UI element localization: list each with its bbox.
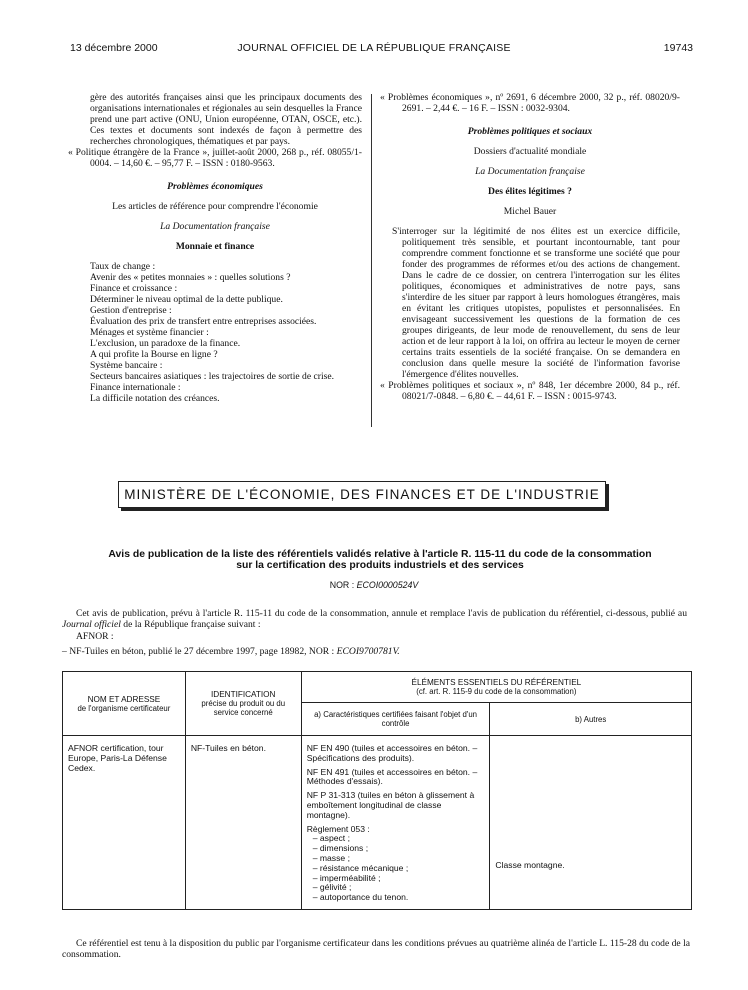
ministry-name: MINISTÈRE DE L'ÉCONOMIE, DES FINANCES ET DE L'INDUSTRIE [124,487,600,502]
avis-intro [62,608,687,630]
avis-title [60,549,700,571]
contents-item: Ménages et système financier : [90,327,209,338]
reglement [307,825,485,903]
contents-item: Avenir des « petites monnaies » : quelles solutions ? [90,272,291,283]
reglement-item: – résistance mécanique ; [312,862,409,873]
contents-item: La difficile notation des créances. [90,393,220,404]
contents-item: Finance et croissance : [90,283,178,294]
contents-list [68,261,362,404]
cell-characteristics [301,736,490,910]
section-title: Problèmes politiques et sociaux [467,126,593,137]
ministry-heading [118,481,606,508]
header-label: NOM ET ADRESSE [87,694,161,704]
body-paragraph: S'interroger sur la légitimité de nos élites est un exercice difficile, politiquement très sensible, et pourtant incontournable, tant pour comprendre comment fonctionne et se transforme une société que pour fonder des programmes de réformes et/ou des actions de changement. Dans le cadre de ce dossier, on centrera l'interrogation sur les élites politiques, économiques et administratives de notre pays, sans s'interdire de les situer par rapport à leurs homologues étrangères, mais en évitant les critiques utopistes, populistes et personnalisées. En envisageant successivement les questions de la formation de ces groupes dirigeants, de leur mode de renouvellement, du sens de leur action et de leur rapport à la loi, on offrira au lecteur le moyen de cerner certains traits essentiels de la société française. On se demandera en conclusion dans quelle mesure la société de l'information favorise l'émergence d'élites nouvelles. [392,226,680,380]
closing-paragraph: Ce référentiel est tenu à la disposition du public par l'organisme certificateur dans les conditions prévues au quatrième alinéa de l'article L. 115-28 du code de la consommation. [62,938,690,960]
section-subtitle: Les articles de référence pour comprendre l'économie [112,201,318,212]
publisher: La Documentation française [475,166,585,177]
header-sublabel: (cf. art. R. 115-9 du code de la consommation) [416,687,577,696]
norm-entry: NF P 31-313 (tuiles en béton à glissement à emboîtement longitudinal de classe montagne). [306,790,475,820]
avis-title-line: sur la certification des produits industriels et des services [236,560,524,571]
afnor-label: AFNOR : [76,631,114,642]
reglement-item: – gélivité ; [312,882,352,893]
right-column [380,92,680,402]
header-label: ÉLÉMENTS ESSENTIELS DU RÉFÉRENTIEL [411,678,582,687]
nor-label: NOR : [329,580,355,590]
cell-product: NF-Tuiles en béton. [185,736,301,910]
left-column [68,92,362,404]
contents-item: A qui profite la Bourse en ligne ? [90,349,218,360]
issue-title: Monnaie et finance [175,241,255,252]
header-page-number: 19743 [663,42,693,54]
norm-entry: NF EN 491 (tuiles et accessoires en béton. – Méthodes d'essais). [306,766,478,787]
publisher: La Documentation française [160,221,270,232]
citation: « Problèmes politiques et sociaux », nº 848, 1er décembre 2000, 84 p., réf. 08021/7-0848. – 6,80 €. – 44,61 F. – ISSN : 0015-9743. [380,380,680,402]
reglement-list [307,834,485,903]
contents-item: Déterminer le niveau optimal de la dette publique. [90,294,283,305]
header-date: 13 décembre 2000 [70,42,158,54]
reference-line [62,646,400,657]
reglement-item: – aspect ; [312,833,350,844]
contents-item: L'exclusion, un paradoxe de la finance. [90,338,241,349]
cell-organism: AFNOR certification, tour Europe, Paris-La Défense Cedex. [63,736,186,910]
avis-nor [0,580,748,590]
contents-item: Secteurs bancaires asiatiques : les trajectoires de sortie de crise. [90,371,335,382]
reglement-item: – dimensions ; [312,843,369,854]
table-row [63,736,692,910]
header-title: JOURNAL OFFICIEL DE LA RÉPUBLIQUE FRANÇAISE [237,42,511,54]
intro-text: Cet avis de publication, prévu à l'article R. 115-11 du code de la consommation, annule et remplace l'avis de publication du référentiel, ci-dessous, publié au [76,608,687,619]
reference-nor: ECOI9700781V. [336,646,400,657]
norm-entry: NF EN 490 (tuiles et accessoires en béton. – Spécifications des produits). [306,743,478,763]
header-others [490,703,692,736]
nor-value: ECOI0000524V [356,580,419,590]
header-label: IDENTIFICATION [211,690,276,699]
reference-text: – NF-Tuiles en béton, publié le 27 décembre 1997, page 18982, NOR : [62,646,335,657]
reglement-item: – masse ; [312,852,350,863]
reglement-item: – imperméabilité ; [312,872,381,883]
header-sublabel: a) Caractéristiques certifiées faisant l'objet d'un contrôle [314,710,477,728]
cell-others: Classe montagne. [490,736,692,910]
table-header-row [63,672,692,703]
header-sublabel: de l'organisme certificateur [77,703,171,713]
header-characteristics [301,703,490,736]
intro-journal: Journal officiel [62,619,121,630]
contents-item: Taux de change : [90,261,156,272]
header-elements [301,672,691,703]
referential-table [62,671,692,910]
contents-item: Finance internationale : [90,382,181,393]
contents-item: Gestion d'entreprise : [90,305,172,316]
section-subtitle: Dossiers d'actualité mondiale [473,146,587,157]
contents-item: Évaluation des prix de transfert entre entreprises associées. [90,316,317,327]
header-identification [185,672,301,736]
header-organism [63,672,186,736]
header-sublabel: b) Autres [575,714,607,724]
continuation-paragraph: gère des autorités françaises ainsi que les principaux documents des organisations internationales et régionales au sein desquelles la France prend une part active (ONU, Union européenne, OTAN, OSCE, etc.). Ces textes et documents sont indexés de façon à permettre des recherches chronologiques, thématiques et par pays. [90,92,362,147]
reglement-label: Règlement 053 : [306,823,370,834]
issue-title: Des élites légitimes ? [488,186,572,197]
citation: « Problèmes économiques », nº 2691, 6 décembre 2000, 32 p., réf. 08020/9-2691. – 2,44 €. – 16 F. – ISSN : 0032-9304. [380,92,680,114]
author: Michel Bauer [503,206,557,217]
reglement-item: – autoportance du tenon. [312,892,409,903]
header-sublabel: précise du produit ou du service concerné [201,699,286,717]
contents-item: Système bancaire : [90,360,163,371]
column-divider [371,94,372,427]
section-title: Problèmes économiques [167,181,263,192]
intro-text: de la République française suivant : [123,619,261,630]
avis-title-line: Avis de publication de la liste des référentiels validés relative à l'article R. 115-11 du code de la consommation [108,549,652,560]
citation: « Politique étrangère de la France », juillet-août 2000, 268 p., réf. 08055/1-0004. – 14,60 €. – 95,77 F. – ISSN : 0180-9563. [68,147,362,169]
